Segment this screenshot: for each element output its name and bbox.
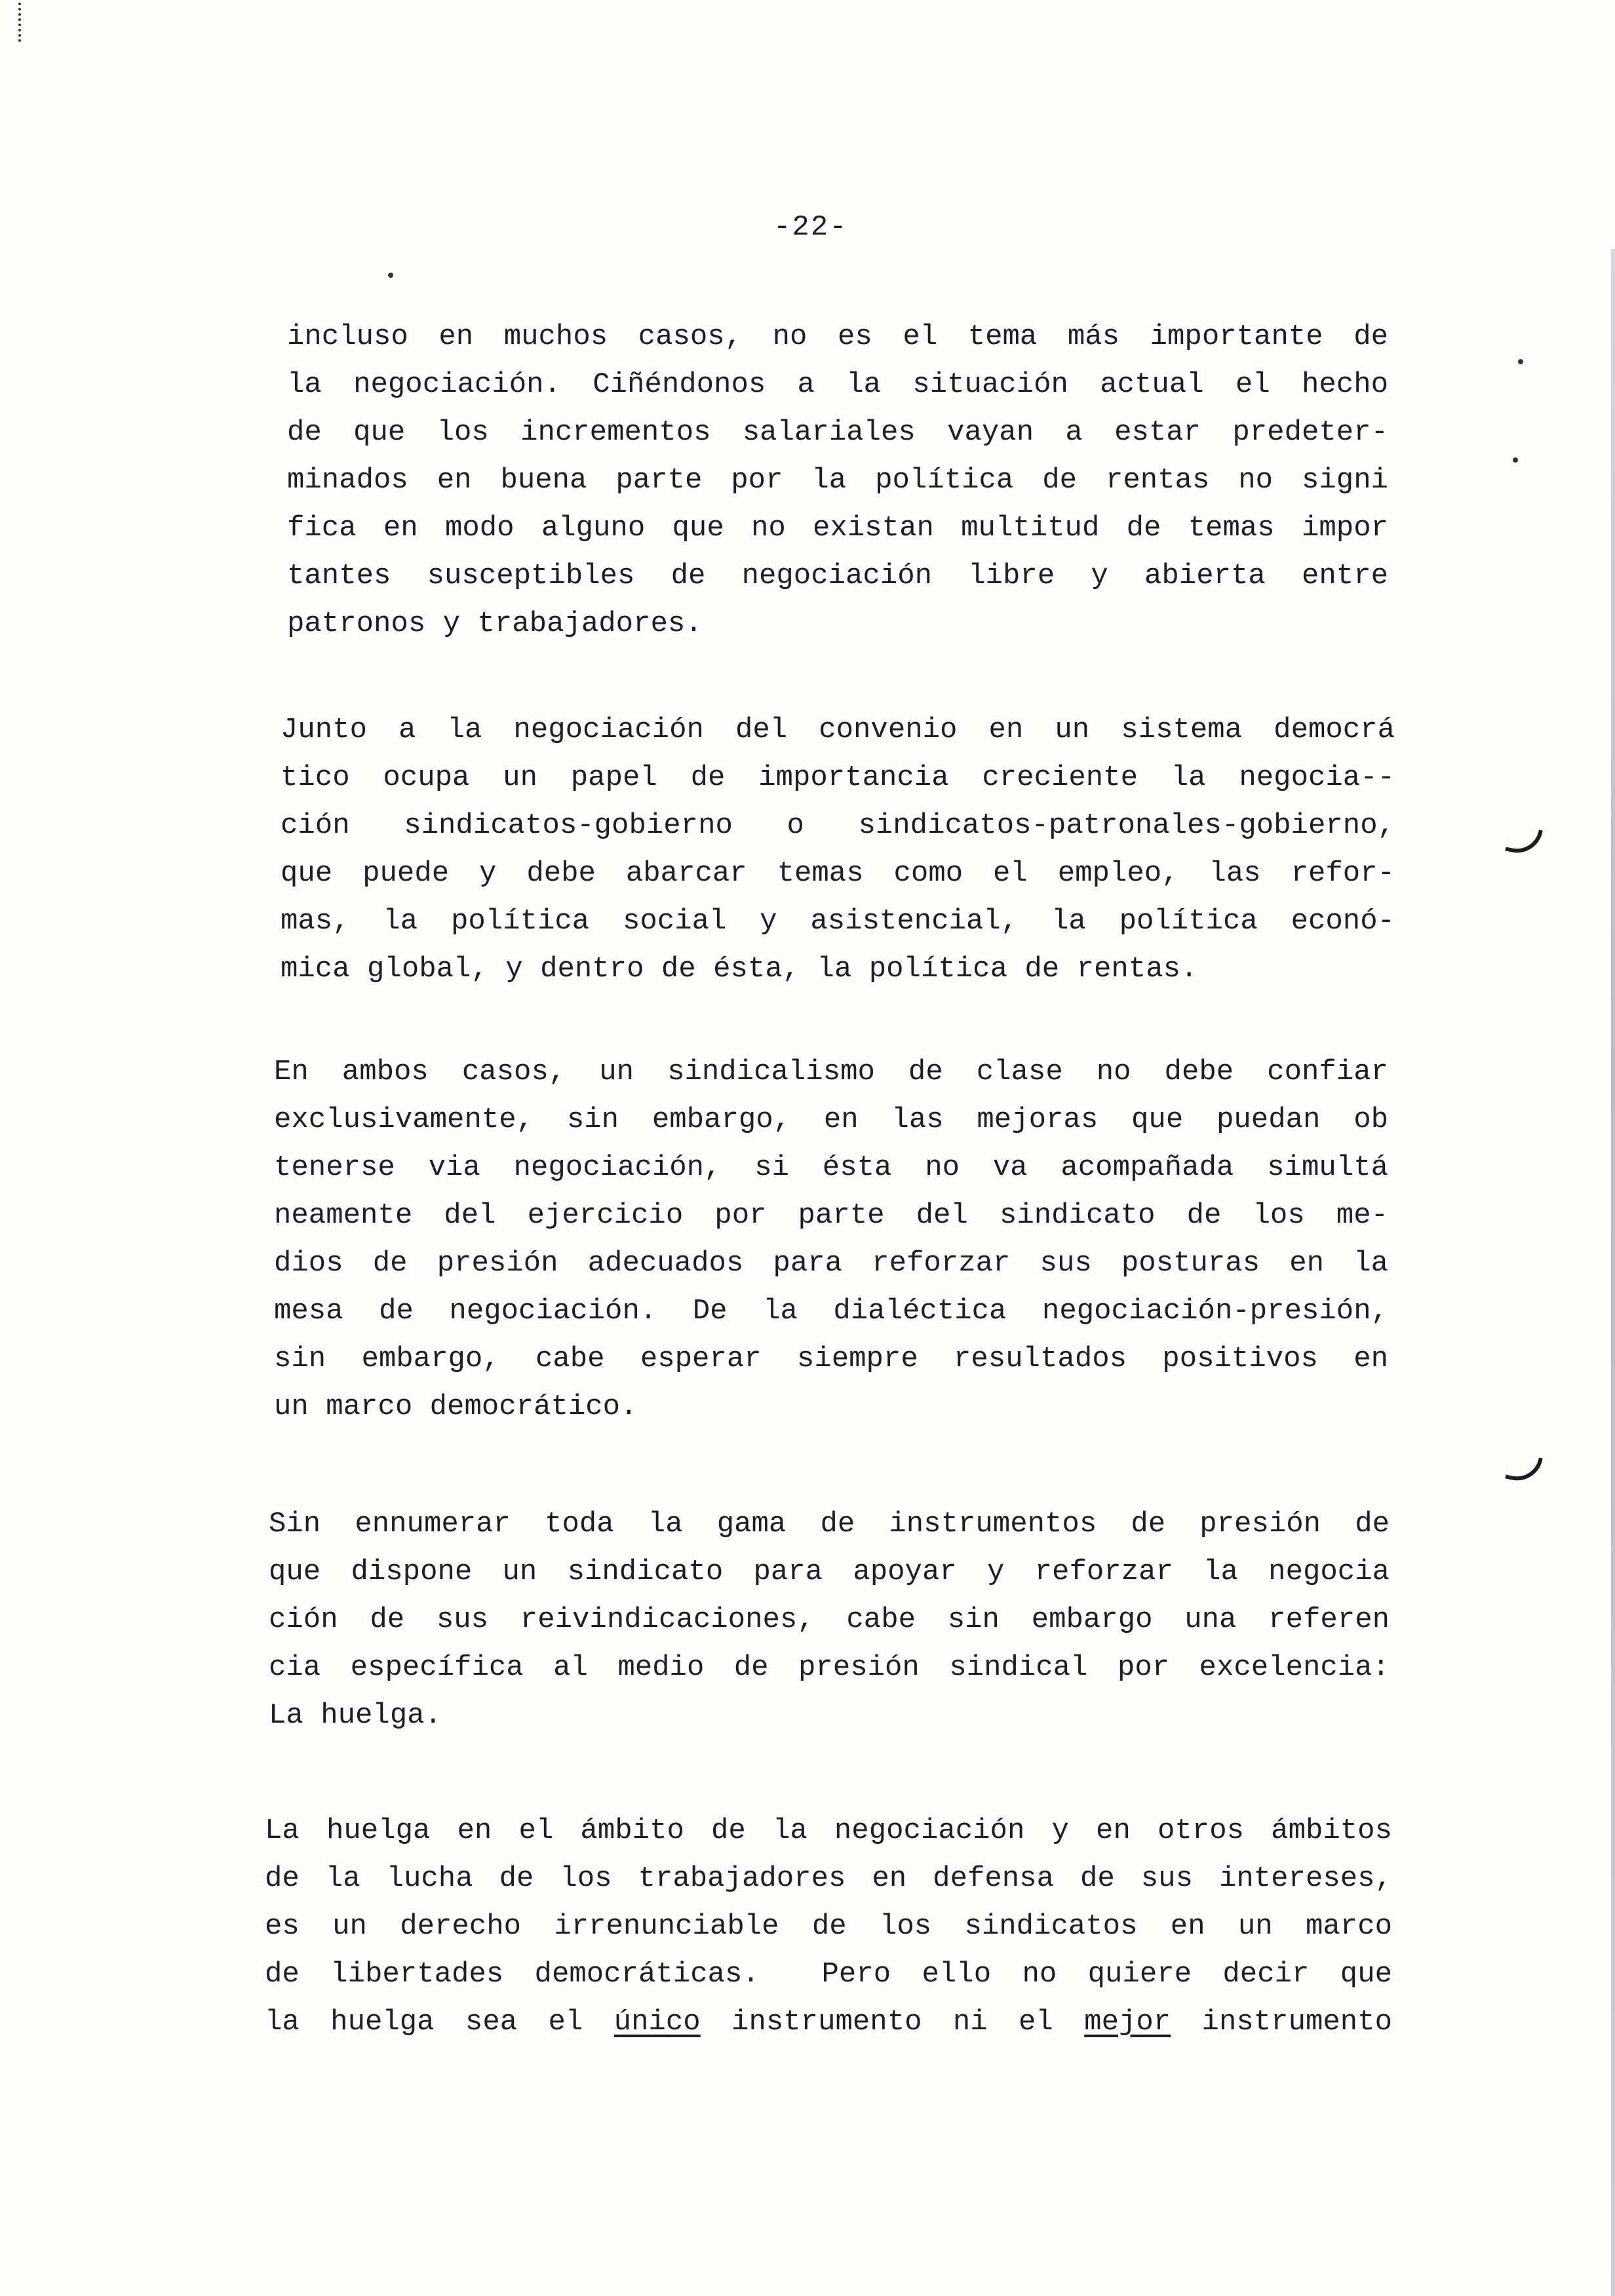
text-line: tico ocupa un papel de importancia creciente la negocia-- [281,761,1395,794]
margin-bracket-mark [1505,1451,1543,1485]
underlined-word: único [613,2006,701,2038]
text-line: sin embargo, cabe esperar siempre resultados positivos en [274,1343,1388,1375]
text-line: la negociación. Ciñéndonos a la situación actual el hecho [287,368,1388,401]
text-line: patronos y trabajadores. [287,607,703,640]
text-line: de la lucha de los trabajadores en defensa de sus intereses, [265,1862,1392,1895]
text-line: mica global, y dentro de ésta, la política de rentas. [281,953,1198,985]
scan-edge [1611,249,1615,2296]
text-line: La huelga. [269,1699,442,1732]
paragraph-5 [265,1807,1392,2046]
text-line: minados en buena parte por la política de rentas no signi [287,464,1388,497]
text-line: exclusivamente, sin embargo, en las mejoras que puedan ob [274,1103,1388,1136]
page-number: -22- [773,211,848,244]
paragraph-4 [269,1501,1390,1740]
text-line: fica en modo alguno que no existan multitud de temas impor [287,512,1388,545]
scan-speck [1518,359,1523,364]
text-line: Junto a la negociación del convenio en un sistema democrá [281,714,1395,746]
text-line: de libertades democráticas. Pero ello no quiere decir que [265,1958,1392,1991]
text-line: La huelga en el ámbito de la negociación y en otros ámbitos [265,1814,1392,1847]
text-line: cia específica al medio de presión sindical por excelencia: [269,1651,1390,1684]
text-line: es un derecho irrenunciable de los sindicatos en un marco [265,1910,1392,1943]
text-line: tenerse via negociación, si ésta no va acompañada simultá [274,1151,1388,1184]
paragraph-3 [274,1048,1388,1431]
text-line: mesa de negociación. De la dialéctica negociación-presión, [274,1295,1388,1328]
text-line: un marco democrático. [274,1390,638,1423]
scan-speck [1513,457,1518,463]
text-run: la huelga sea el [265,2006,614,2038]
text-run: instrumento [1171,2006,1393,2038]
underlined-word: mejor [1084,2006,1171,2038]
text-line: dios de presión adecuados para reforzar sus posturas en la [274,1247,1388,1280]
text-line: neamente del ejercicio por parte del sindicato de los me- [274,1199,1388,1232]
scan-mark [18,3,26,42]
paragraph-1 [287,313,1388,648]
margin-bracket-mark [1505,824,1543,857]
scan-speck [388,273,393,278]
text-line: de que los incrementos salariales vayan a estar predeter- [287,416,1388,449]
text-line: Sin ennumerar toda la gama de instrumentos de presión de [269,1508,1390,1540]
paragraph-2 [281,706,1395,993]
text-line: En ambos casos, un sindicalismo de clase no debe confiar [274,1056,1388,1088]
text-line: ción sindicatos-gobierno o sindicatos-patronales-gobierno, [281,809,1395,842]
text-line: incluso en muchos casos, no es el tema más importante de [287,320,1388,353]
text-line-with-emphasis [265,1999,1392,2046]
text-line: mas, la política social y asistencial, la política econó- [281,905,1395,938]
text-line: que dispone un sindicato para apoyar y reforzar la negocia [269,1556,1390,1588]
text-line: tantes susceptibles de negociación libre y abierta entre [287,560,1388,592]
text-run: instrumento ni el [700,2006,1085,2038]
text-line: que puede y debe abarcar temas como el empleo, las refor- [281,857,1395,890]
text-line: ción de sus reivindicaciones, cabe sin embargo una referen [269,1603,1390,1636]
